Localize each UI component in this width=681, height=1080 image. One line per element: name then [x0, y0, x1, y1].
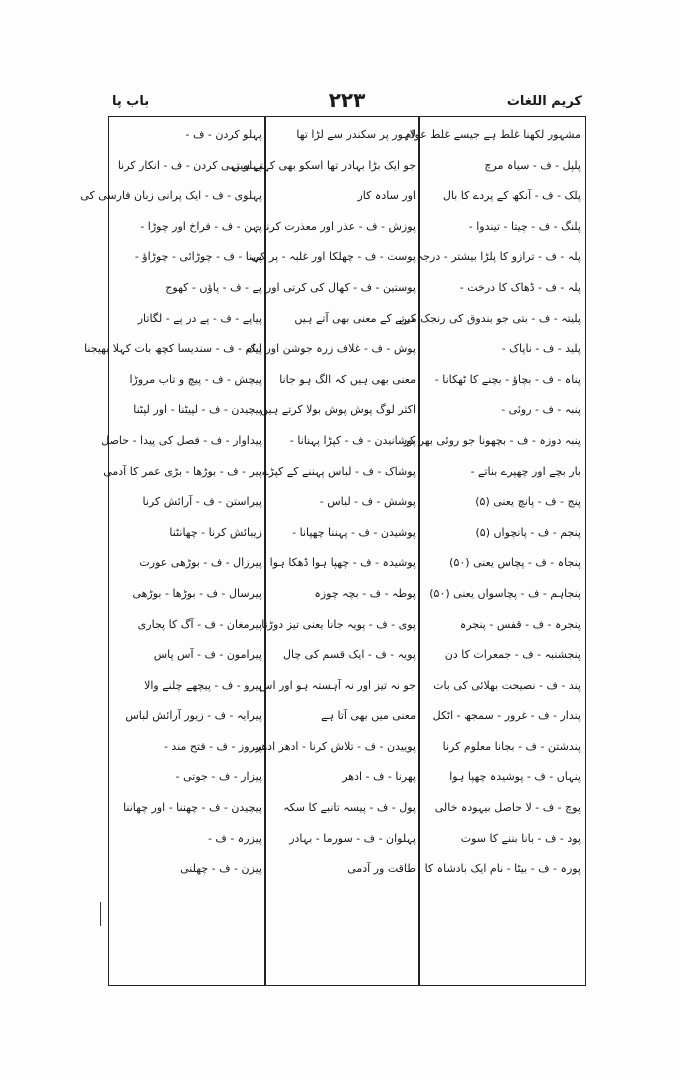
- dictionary-entry: پیراستن - ف - آرائش کرنا: [142, 495, 262, 509]
- dictionary-entry: پے - ف - پاؤں - کھوج: [165, 280, 262, 294]
- page-number: ۲۲۳: [328, 88, 366, 112]
- dictionary-entry: پوشیدن - ف - پہننا چھپانا -: [292, 525, 416, 539]
- dictionary-entry: پلنگ - ف - چیتا - تیندوا -: [468, 219, 581, 233]
- dictionary-entry: پیرایہ - ف - زیور آرائش لباس: [125, 709, 262, 723]
- dictionary-entry: پیزن - ف - چھلنی: [180, 862, 262, 876]
- dictionary-entry: پود - ف - بانا بننے کا سوت: [460, 831, 581, 845]
- dictionary-entry: پہنا - ف - چوڑائی - چوڑاؤ -: [134, 250, 262, 264]
- dictionary-entry: پنجاہم - ف - پچاسواں یعنی (۵۰): [429, 586, 581, 600]
- dictionary-entry: پیروز - ف - فتح مند -: [163, 739, 262, 753]
- column-right: [399, 120, 581, 980]
- dictionary-entry: پنجم - ف - پانچواں (۵): [475, 525, 581, 539]
- dictionary-entry: پوش - ف - غلاف زرہ جوشن اور ایک: [246, 342, 416, 356]
- dictionary-entry: پلک - ف - آنکھ کے پردے کا بال: [442, 189, 581, 203]
- dictionary-entry: پیرمغان - ف - آگ کا پجاری: [137, 617, 262, 631]
- dictionary-entry: پول - ف - پیسہ تانبے کا سکہ: [283, 801, 416, 815]
- dictionary-entry: پنجرہ - ف - قفس - پنجرہ: [459, 617, 581, 631]
- dictionary-entry: پوطہ - ف - بچہ چوزہ: [314, 586, 416, 600]
- dictionary-entry: پیرسال - ف - بوڑھا - بوڑھی: [132, 586, 262, 600]
- page-header: [112, 88, 582, 116]
- dictionary-entry: پوچ - ف - لا حاصل بیہودہ خالی: [434, 801, 581, 815]
- dictionary-entry: پندشتن - ف - بجانا معلوم کرنا: [442, 739, 581, 753]
- dictionary-entry: لاہور پر سکندر سے لڑا تھا: [296, 128, 416, 141]
- dictionary-entry: پہن - ف - فراخ اور چوڑا -: [140, 219, 262, 233]
- dictionary-entry: پنج - ف - پانچ یعنی (۵): [475, 495, 581, 509]
- dictionary-entry: پندار - ف - غرور - سمجھ - اٹکل: [432, 709, 581, 723]
- dictionary-entry: پوی - ف - پویہ جانا یعنی تیز دوڑنا: [261, 617, 416, 631]
- book-title: کریم اللغات: [506, 94, 582, 109]
- dictionary-entry: پہلو کردن - ف -: [185, 128, 262, 141]
- dictionary-entry: پیداوار - ف - فصل کی پیدا - حاصل: [101, 433, 262, 447]
- dictionary-entry: پوشش - ف - لباس -: [319, 495, 416, 509]
- dictionary-entry: پیزار - ف - جوتی -: [175, 770, 262, 784]
- dictionary-entry: مشہور لکھنا غلط ہے جیسے غلط عوام: [404, 128, 581, 141]
- dictionary-entry: پیرو - ف - پیچھے چلنے والا: [144, 678, 262, 692]
- dictionary-entry: معنی میں بھی آتا ہے: [321, 709, 416, 723]
- dictionary-entry: پوستین - ف - کھال کی کرتی اور: [265, 280, 416, 294]
- dictionary-entry: پنجاہ - ف - پچاس یعنی (۵۰): [449, 556, 581, 570]
- dictionary-entry: پنجشنبہ - ف - جمعرات کا دن: [444, 648, 581, 662]
- dictionary-entry: جو ایک بڑا بہادر تھا اسکو بھی کہتے ہیں: [231, 158, 416, 172]
- section-label: باب پا: [112, 94, 150, 109]
- dictionary-entry: پلیتہ - ف - بتی جو بندوق کی رنجک میں: [399, 311, 581, 325]
- dictionary-entry: پیچیدن - ف - لپیٹنا - اور لپٹنا: [133, 403, 262, 417]
- dictionary-entry: پناہ - ف - بچاؤ - بچنے کا ٹھکانا -: [434, 372, 581, 386]
- dictionary-entry: پوزش - ف - عذر اور معذرت کرنا -: [255, 219, 416, 233]
- dictionary-entry: پلپل - ف - سیاہ مرچ: [484, 158, 581, 172]
- dictionary-entry: پنہاں - ف - پوشیدہ چھپا ہوا: [449, 770, 581, 784]
- dictionary-entry: پوییدن - ف - تلاش کرنا - ادھر ادھر: [255, 739, 416, 753]
- margin-mark: [100, 902, 101, 926]
- column-left: [80, 120, 262, 980]
- dictionary-entry: جو نہ تیز اور نہ آہستہ ہو اور اس: [259, 678, 416, 692]
- dictionary-entry: پورہ - ف - بیٹا - نام ایک بادشاہ کا: [424, 862, 581, 876]
- dictionary-entry: پیچش - ف - پیچ و تاب مروڑا: [129, 372, 262, 386]
- dictionary-entry: طاقت ور آدمی: [347, 862, 416, 876]
- dictionary-entry: پہلوان - ف - سورما - بہادر: [289, 831, 416, 845]
- dictionary-entry: پیرزال - ف - بوڑھی عورت: [139, 556, 262, 570]
- dictionary-entry: پہلو تہی کردن - ف - انکار کرنا: [117, 158, 262, 172]
- dictionary-entry: پھرنا - ف - ادھر: [342, 770, 416, 784]
- dictionary-entry: پلید - ف - ناپاک -: [501, 342, 581, 356]
- dictionary-entry: پیاپے - ف - پے در پے - لگاتار: [137, 311, 262, 325]
- dictionary-entry: معنی بھی ہیں کہ الگ ہو جانا: [279, 372, 416, 386]
- dictionary-entry: کرتے کے معنی بھی آتے ہیں: [294, 311, 416, 325]
- dictionary-entry: پویہ - ف - ایک قسم کی چال: [283, 648, 416, 662]
- dictionary-entry: پلہ - ف - ترازو کا پلڑا بیشتر - درجہ: [416, 250, 581, 264]
- dictionary-entry: اور سادہ کار: [357, 189, 416, 203]
- dictionary-entry: پلہ - ف - ڈھاک کا درخت -: [459, 280, 581, 294]
- dictionary-entry: پنبہ دوزہ - ف - بچھونا جو روئی بھر کر: [403, 433, 581, 447]
- dictionary-entry: پوشیدہ - ف - چھپا ہوا ڈھکا ہوا: [269, 556, 416, 570]
- dictionary-entry: اکثر لوگ پوش پوش بولا کرتے ہیں: [260, 403, 416, 417]
- dictionary-entry: پہلوی - ف - ایک پرانی زبان فارسی کی: [80, 189, 262, 203]
- dictionary-entry: پیرامون - ف - آس پاس: [153, 648, 262, 662]
- dictionary-entry: پوست - ف - چھلکا اور غلبہ - پر کی: [251, 250, 416, 264]
- dictionary-entry: پیام - ف - سندیسا کچھ بات کہلا بھیجنا: [84, 342, 262, 356]
- dictionary-entry: زیبائش کرنا - چھانٹنا: [169, 525, 262, 539]
- dictionary-entry: پوشاک - ف - لباس پہننے کے کپڑے: [262, 464, 416, 478]
- dictionary-entry: پیزرہ - ف -: [207, 831, 262, 845]
- dictionary-entry: پیچیدن - ف - چھننا - اور چھاننا: [123, 801, 262, 815]
- dictionary-entry: پیر - ف - بوڑھا - بڑی عمر کا آدمی: [103, 464, 262, 478]
- dictionary-entry: پوشانیدن - ف - کپڑا پہنانا -: [289, 433, 416, 447]
- dictionary-entry: بار بچے اور چھپرے بناتے -: [470, 464, 581, 478]
- dictionary-entry: پند - ف - نصیحت بھلائی کی بات: [433, 678, 581, 692]
- dictionary-entry: پنبہ - ف - روئی -: [501, 403, 581, 417]
